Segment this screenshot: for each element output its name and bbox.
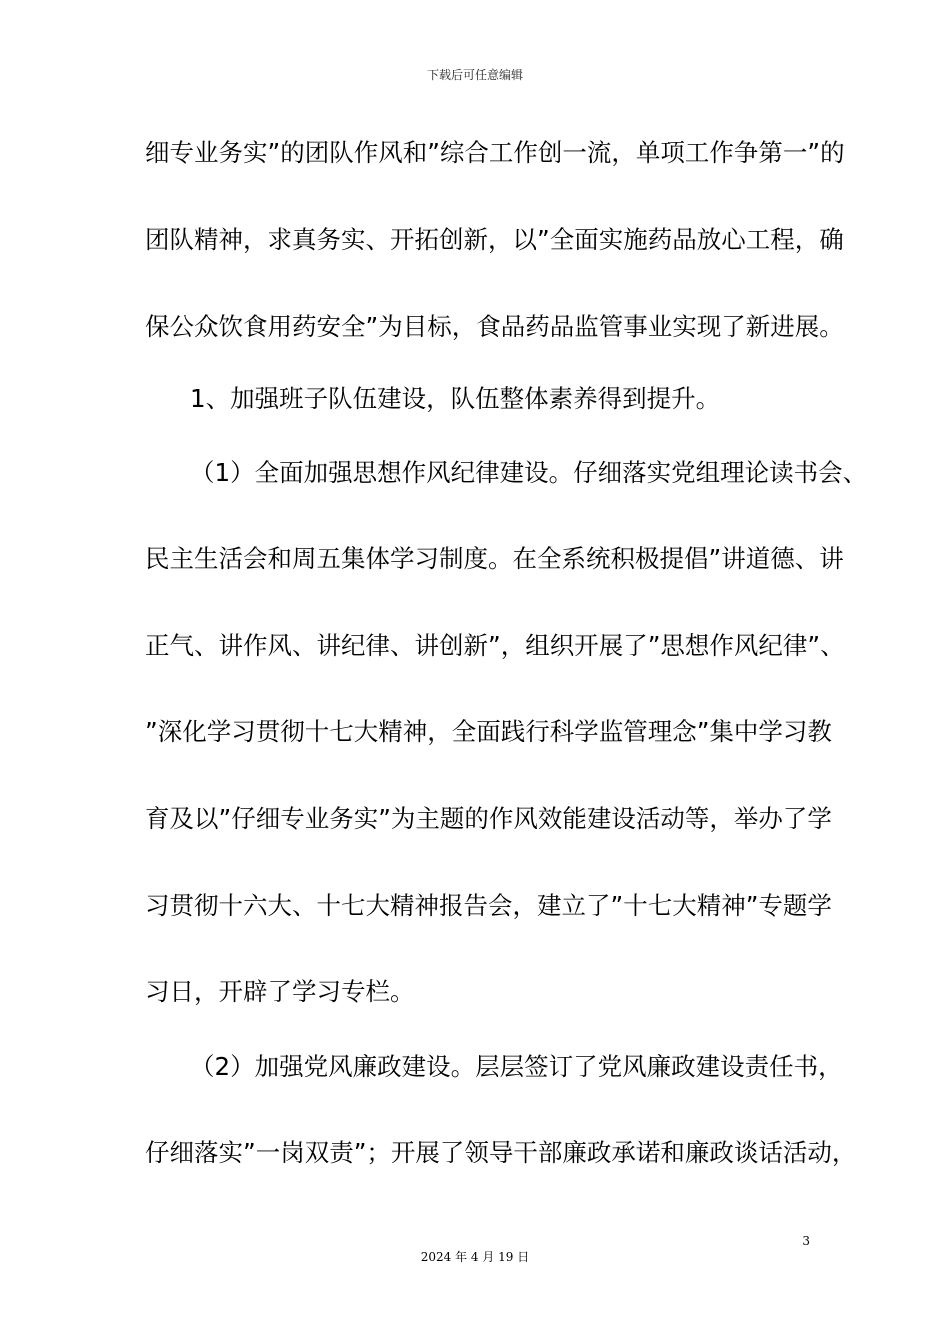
page-number: 3 xyxy=(802,1234,810,1248)
body-line-4: 民主生活会和周五集体学习制度。在全系统积极提倡”讲道德、讲 xyxy=(145,544,844,573)
body-line-10: 仔细落实”一岗双责”；开展了领导干部廉政承诺和廉政谈话活动， xyxy=(145,1138,857,1167)
body-line-2: 团队精神，求真务实、开拓创新，以”全面实施药品放心工程，确 xyxy=(145,225,844,254)
body-line-5: 正气、讲作风、讲纪律、讲创新”，组织开展了”思想作风纪律”、 xyxy=(145,631,845,660)
body-line-8: 习贯彻十六大、十七大精神报告会，建立了”十七大精神”专题学 xyxy=(145,891,832,920)
body-line-3: 保公众饮食用药安全”为目标，食品药品监管事业实现了新进展。 xyxy=(145,312,844,341)
body-line-9: 习日，开辟了学习专栏。 xyxy=(145,977,415,1006)
section-heading-1: 1、加强班子队伍建设，队伍整体素养得到提升。 xyxy=(190,384,721,413)
subsection-line-1: （1）全面加强思想作风纪律建设。仔细落实党组理论读书会、 xyxy=(190,458,868,487)
body-line-7: 育及以”仔细专业务实”为主题的作风效能建设活动等，举办了学 xyxy=(145,804,832,833)
body-line-6: ”深化学习贯彻十七大精神，全面践行科学监管理念”集中学习教 xyxy=(145,717,832,746)
body-line-1: 细专业务实”的团队作风和”综合工作创一流，单项工作争第一”的 xyxy=(145,138,845,167)
page-header: 下载后可任意编辑 xyxy=(426,68,523,82)
subsection-line-2: （2）加强党风廉政建设。层层签订了党风廉政建设责任书， xyxy=(190,1052,843,1081)
footer-date: 2024 年 4 月 19 日 xyxy=(420,1250,530,1264)
